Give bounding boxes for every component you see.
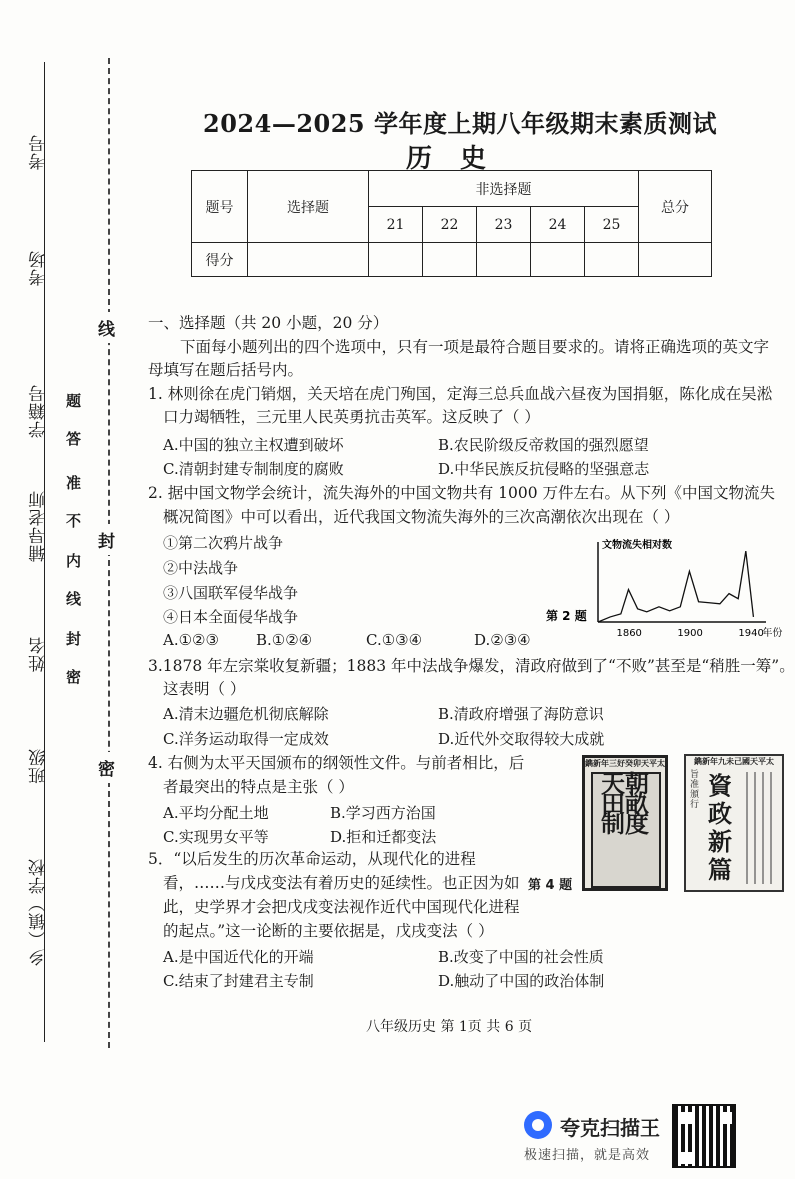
exam-title: 2024—2025 学年度上期八年级期末素质测试 — [203, 109, 717, 138]
q4-option-b: B.学习西方治国 — [330, 804, 436, 822]
q5-stem: 此，史学界才会把戊戌变法视作近代中国现代化进程 — [163, 898, 520, 916]
notice-char: 准 — [66, 474, 82, 492]
exam-subject: 历史 — [405, 144, 514, 174]
kaohao-label: 考号 — [29, 134, 49, 170]
score-header-tihao: 题号 — [192, 171, 248, 243]
scanner-slogan: 极速扫描，就是高效 — [524, 1148, 651, 1163]
q2-item-4: ④日本全面侵华战争 — [163, 608, 299, 626]
zizheng-cover-header: 鐫新年九未己國天平太 — [694, 756, 774, 766]
score-col-22: 22 — [423, 207, 477, 243]
q2-option-d: D.②③④ — [474, 631, 531, 649]
q1-option-a: A.中国的独立主权遭到破坏 — [163, 436, 344, 454]
q2-stem: 概况简图》中可以看出，近代我国文物流失海外的三次高潮依次出现在（ ） — [163, 508, 680, 526]
xuejihao-label: 学籍号 — [29, 384, 49, 438]
q1-stem: 1. 林则徐在虎门销烟，关天培在虎门殉国，定海三总兵血战六昼夜为国捐躯，陈化成在吴淞 — [148, 385, 773, 403]
x-tick-label: 1900 — [677, 628, 703, 639]
q2-option-c: C.①③④ — [366, 631, 423, 649]
section-instruction: 下面每小题列出的四个选项中，只有一项是最符合题目要求的。请将正确选项的英文字 — [180, 338, 770, 356]
score-cell-xuanze[interactable] — [248, 243, 369, 277]
q3-option-a: A.清末边疆危机彻底解除 — [163, 705, 329, 723]
seal-feng: 封 — [98, 524, 115, 555]
zizheng-cover-side: 旨准頒行 — [690, 770, 700, 810]
q2-item-3: ③八国联军侵华战争 — [163, 584, 299, 602]
q2-option-a: A.①②③ — [163, 631, 219, 649]
notice-char: 封 — [66, 630, 82, 648]
score-col-25: 25 — [585, 207, 639, 243]
q2-stem: 2. 据中国文物学会统计，流失海外的中国文物共有 1000 万件左右。从下列《中国文物流失 — [148, 484, 776, 502]
q3-option-c: C.洋务运动取得一定成效 — [163, 730, 329, 748]
score-header-xuanze: 选择题 — [248, 171, 369, 243]
q4-option-c: C.实现男女平等 — [163, 828, 269, 846]
q5-stem: 5．“以后发生的历次革命运动，从现代化的进程 — [148, 850, 476, 868]
score-cell-21[interactable] — [369, 243, 423, 277]
q5-option-b: B.改变了中国的社会性质 — [438, 948, 604, 966]
fudao-label: 辅导老师 — [29, 490, 49, 562]
x-tick-label: 1940 — [738, 628, 764, 639]
artifact-loss-chart — [540, 532, 783, 644]
q5-option-c: C.结束了封建君主专制 — [163, 972, 314, 990]
tianchao-book-cover — [582, 755, 668, 891]
quark-logo-icon — [524, 1111, 552, 1139]
zizheng-cover-title: 資政新篇 — [708, 771, 732, 884]
banji-label: 班级 — [29, 748, 49, 784]
chart-caption: 第 2 题 — [546, 609, 587, 623]
qr-code-icon — [672, 1104, 736, 1168]
q4-option-a: A.平均分配土地 — [163, 804, 269, 822]
notice-char: 线 — [66, 590, 82, 608]
xingming-label: 姓名 — [29, 636, 49, 672]
x-tick-label: 1860 — [616, 628, 642, 639]
score-header-zongfen: 总分 — [639, 171, 712, 243]
notice-char: 不 — [66, 512, 82, 530]
q4-stem: 4. 右侧为太平天国颁布的纲领性文件。与前者相比，后 — [148, 754, 525, 772]
q4-option-d: D.拒和迁都变法 — [330, 828, 437, 846]
page-footer: 八年级历史 第 1页 共 6 页 — [366, 1019, 533, 1035]
tianchao-cover-title: 天朝田畝制度 — [601, 769, 649, 838]
score-cell-22[interactable] — [423, 243, 477, 277]
q4-caption: 第 4 题 — [528, 878, 573, 893]
notice-char: 答 — [66, 430, 82, 448]
q1-option-d: D.中华民族反抗侵略的坚强意志 — [438, 460, 650, 478]
score-header-feixuanze: 非选择题 — [369, 171, 639, 207]
q1-option-b: B.农民阶级反帝救国的强烈愿望 — [438, 436, 649, 454]
score-col-24: 24 — [531, 207, 585, 243]
xuexiao-label: 乡（镇）学校 — [29, 858, 49, 966]
seal-xian: 线 — [98, 312, 115, 343]
q1-option-c: C.清朝封建专制制度的腐败 — [163, 460, 344, 478]
score-cell-23[interactable] — [477, 243, 531, 277]
score-table — [191, 170, 712, 277]
q5-option-a: A.是中国近代化的开端 — [163, 948, 314, 966]
score-cell-24[interactable] — [531, 243, 585, 277]
q3-stem: 这表明（ ） — [163, 680, 246, 698]
score-cell-total[interactable] — [639, 243, 712, 277]
q2-item-1: ①第二次鸦片战争 — [163, 534, 284, 552]
score-cell-25[interactable] — [585, 243, 639, 277]
q3-option-b: B.清政府增强了海防意识 — [438, 705, 604, 723]
score-col-23: 23 — [477, 207, 531, 243]
y-axis-label: 文物流失相对数 — [602, 540, 672, 551]
series-line — [598, 551, 753, 622]
notice-char: 密 — [66, 668, 82, 686]
zizheng-book-cover — [684, 754, 784, 892]
q4-stem: 者最突出的特点是主张（ ） — [163, 778, 354, 796]
q5-stem: 看，……与戊戌变法有着历史的延续性。也正因为如 — [163, 874, 520, 892]
section-instruction: 母填写在题后括号内。 — [148, 361, 304, 379]
notice-char: 题 — [66, 392, 82, 410]
scanner-brand: 夸克扫描王 — [560, 1116, 660, 1140]
q2-option-b: B.①②④ — [256, 631, 313, 649]
score-row-defen: 得分 — [192, 243, 248, 277]
q3-option-d: D.近代外交取得较大成就 — [438, 730, 605, 748]
notice-char: 内 — [66, 552, 82, 570]
seal-mi: 密 — [98, 752, 115, 783]
tianchao-cover-header: 鐫新年三好癸卯天平太 — [585, 758, 665, 768]
q1-stem: 口力竭牺牲，三元里人民英勇抗击英军。这反映了（ ） — [163, 408, 540, 426]
score-col-21: 21 — [369, 207, 423, 243]
q5-option-d: D.触动了中国的政治体制 — [438, 972, 605, 990]
x-unit-label: 年份 — [762, 628, 783, 639]
kaochang-label: 考场 — [29, 250, 49, 286]
q5-stem: 的起点。”这一论断的主要依据是，戊戌变法（ ） — [163, 922, 494, 940]
section-heading: 一、选择题（共 20 小题，20 分） — [148, 314, 389, 332]
q2-item-2: ②中法战争 — [163, 559, 239, 577]
q3-stem: 3.1878 年左宗棠收复新疆；1883 年中法战争爆发，清政府做到了“不败”甚至是“稍胜一筹”。 — [148, 657, 795, 675]
